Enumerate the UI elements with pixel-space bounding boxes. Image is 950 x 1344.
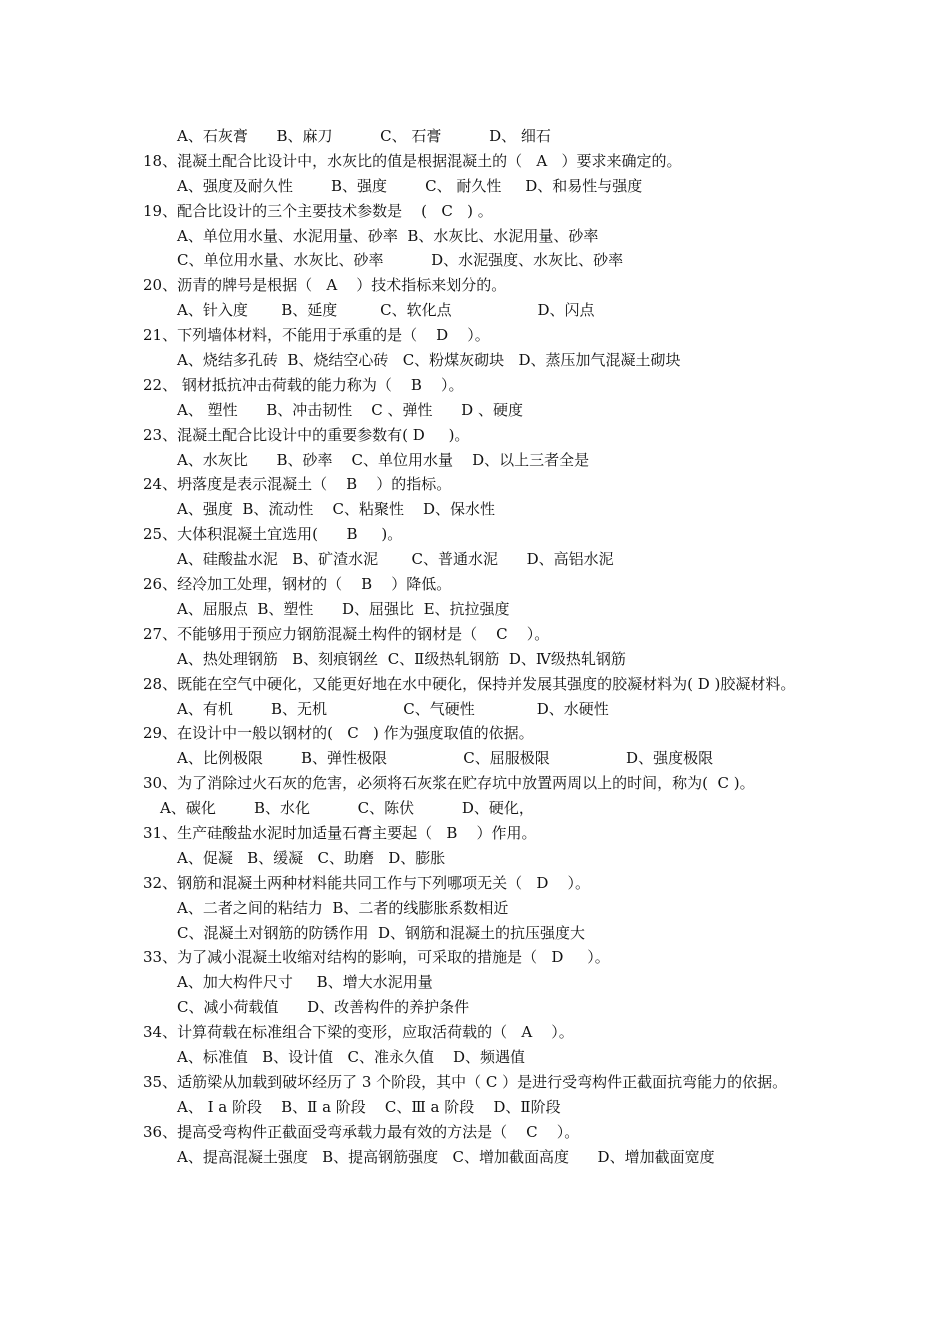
answer-options-line: A、烧结多孔砖 B、烧结空心砖 C、粉煤灰砌块 D、蒸压加气混凝土砌块 bbox=[177, 351, 681, 370]
answer-options-line: A、 塑性 B、冲击韧性 C 、弹性 D 、硬度 bbox=[177, 400, 523, 419]
question-line: 21、下列墙体材料，不能用于承重的是（ D ）。 bbox=[143, 326, 490, 345]
question-line: 35、适筋梁从加载到破坏经历了 3 个阶段，其中（ C ）是进行受弯构件正截面抗弯能力的依据。 bbox=[143, 1072, 788, 1091]
answer-options-line: C、混凝土对钢筋的防锈作用 D、钢筋和混凝土的抗压强度大 bbox=[177, 923, 586, 942]
answer-options-line: A、二者之间的粘结力 B、二者的线膨胀系数相近 bbox=[177, 898, 509, 917]
answer-options-line: A、单位用水量、水泥用量、砂率 B、水灰比、水泥用量、砂率 bbox=[177, 226, 599, 245]
question-line: 22、 钢材抵抗冲击荷载的能力称为（ B ）。 bbox=[143, 375, 464, 394]
answer-options-line: A、针入度 B、延度 C、软化点 D、闪点 bbox=[177, 301, 595, 320]
answer-options-line: A、屈服点 B、塑性 D、屈强比 E、抗拉强度 bbox=[177, 599, 510, 618]
answer-options-line: A、比例极限 B、弹性极限 C、屈服极限 D、强度极限 bbox=[177, 749, 714, 768]
question-line: 19、配合比设计的三个主要技术参数是 ( C ) 。 bbox=[143, 201, 493, 220]
answer-options-line: A、石灰膏 B、麻刀 C、 石膏 D、 细石 bbox=[177, 127, 551, 145]
question-line: 33、为了减小混凝土收缩对结构的影响，可采取的措施是（ D ）。 bbox=[143, 948, 610, 967]
question-list bbox=[143, 124, 813, 1169]
answer-options-line: A、强度及耐久性 B、强度 C、 耐久性 D、和易性与强度 bbox=[177, 176, 643, 195]
question-line: 32、钢筋和混凝土两种材料能共同工作与下列哪项无关（ D ）。 bbox=[143, 873, 590, 892]
question-line: 20、沥青的牌号是根据（ A ）技术指标来划分的。 bbox=[143, 276, 507, 295]
answer-options-line: A、加大构件尺寸 B、增大水泥用量 bbox=[177, 973, 433, 992]
answer-options-line: A、促凝 B、缓凝 C、助磨 D、膨胀 bbox=[177, 848, 446, 867]
answer-options-line: A、有机 B、无机 C、气硬性 D、水硬性 bbox=[177, 699, 609, 718]
answer-options-line: A、热处理钢筋 B、刻痕钢丝 C、Ⅱ级热轧钢筋 D、Ⅳ级热轧钢筋 bbox=[177, 649, 626, 668]
answer-options-line: A、 Ⅰ a 阶段 B、Ⅱ a 阶段 C、Ⅲ a 阶段 D、Ⅱ阶段 bbox=[177, 1097, 561, 1116]
question-line: 24、坍落度是表示混凝土（ B ）的指标。 bbox=[143, 475, 452, 494]
answer-options-line: C、单位用水量、水灰比、砂率 D、水泥强度、水灰比、砂率 bbox=[177, 251, 624, 270]
question-line: 25、大体积混凝土宜选用( B )。 bbox=[143, 525, 403, 544]
question-line: 28、既能在空气中硬化，又能更好地在水中硬化，保持并发展其强度的胶凝材料为( D )胶凝材料。 bbox=[143, 674, 796, 693]
question-line: 29、在设计中一般以钢材的( C ) 作为强度取值的依据。 bbox=[143, 724, 534, 743]
question-line: 23、混凝土配合比设计中的重要参数有( D )。 bbox=[143, 425, 470, 444]
answer-options-line: C、减小荷载值 D、改善构件的养护条件 bbox=[177, 998, 470, 1017]
answer-options-line: A、水灰比 B、砂率 C、单位用水量 D、以上三者全是 bbox=[177, 450, 590, 469]
question-line: 34、计算荷载在标准组合下梁的变形，应取活荷载的（ A ）。 bbox=[143, 1023, 574, 1042]
question-line: 31、生产硅酸盐水泥时加适量石膏主要起（ B ）作用。 bbox=[143, 823, 537, 842]
answer-options-line: A、提高混凝土强度 B、提高钢筋强度 C、增加截面高度 D、增加截面宽度 bbox=[177, 1147, 715, 1166]
question-line: 30、为了消除过火石灰的危害，必须将石灰浆在贮存坑中放置两周以上的时间，称为( C )。 bbox=[143, 774, 755, 793]
question-line: 27、不能够用于预应力钢筋混凝土构件的钢材是（ C ）。 bbox=[143, 624, 550, 643]
question-line: 18、混凝土配合比设计中，水灰比的值是根据混凝土的（ A ）要求来确定的。 bbox=[143, 151, 682, 170]
question-line: 36、提高受弯构件正截面受弯承载力最有效的方法是（ C ）。 bbox=[143, 1122, 580, 1141]
answer-options-line: A、强度 B、流动性 C、粘聚性 D、保水性 bbox=[177, 500, 496, 519]
answer-options-line: A、硅酸盐水泥 B、矿渣水泥 C、普通水泥 D、高铝水泥 bbox=[177, 550, 614, 569]
answer-options-line: A、标准值 B、设计值 C、准永久值 D、频遇值 bbox=[177, 1047, 526, 1066]
question-line: 26、经冷加工处理，钢材的（ B ）降低。 bbox=[143, 575, 452, 594]
answer-options-line: A、碳化 B、水化 C、陈伏 D、硬化， bbox=[160, 799, 534, 818]
